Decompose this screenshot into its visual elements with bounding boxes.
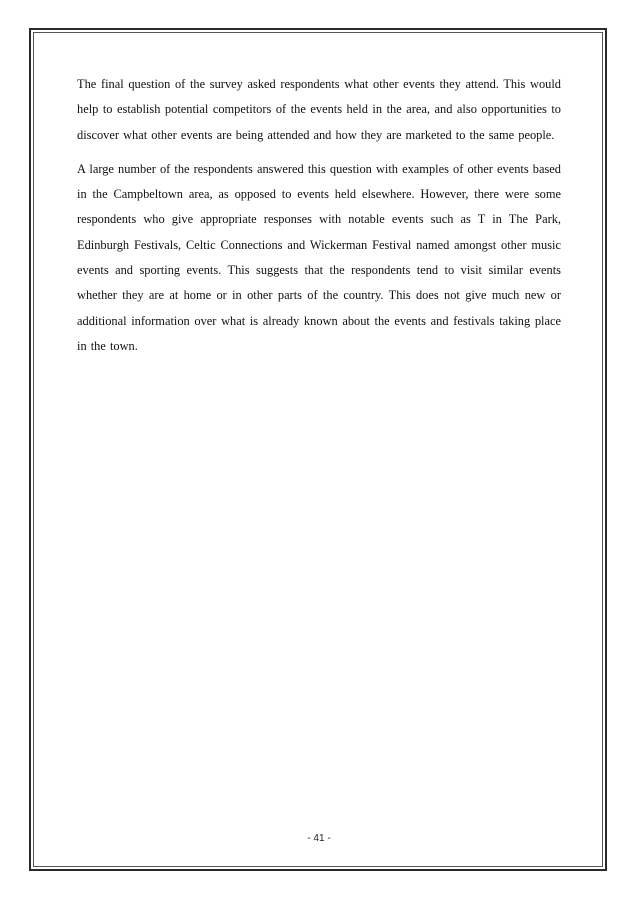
page-number: - 41 -: [307, 833, 331, 844]
paragraph-respondent-events: A large number of the respondents answered this question with examples of other events based in the Campbeltown area, as opposed to events held elsewhere. However, there were some respondents who give appropriate responses with notable events such as T in The Park, Edinburgh Festivals, Celtic Connections and Wickerman Festival named amongst other music events and sporting events. This suggests that the respondents tend to visit similar events whether they are at home or in other parts of the country. This does not give much new or additional information over what is already known about the events and festivals taking place in the town.: [77, 161, 561, 353]
document-body: [77, 72, 561, 368]
paragraph-survey-final-question: The final question of the survey asked respondents what other events they attend. This would help to establish potential competitors of the events held in the area, and also opportunities to discover what other events are being attended and how they are marketed to the same people.: [77, 77, 561, 142]
